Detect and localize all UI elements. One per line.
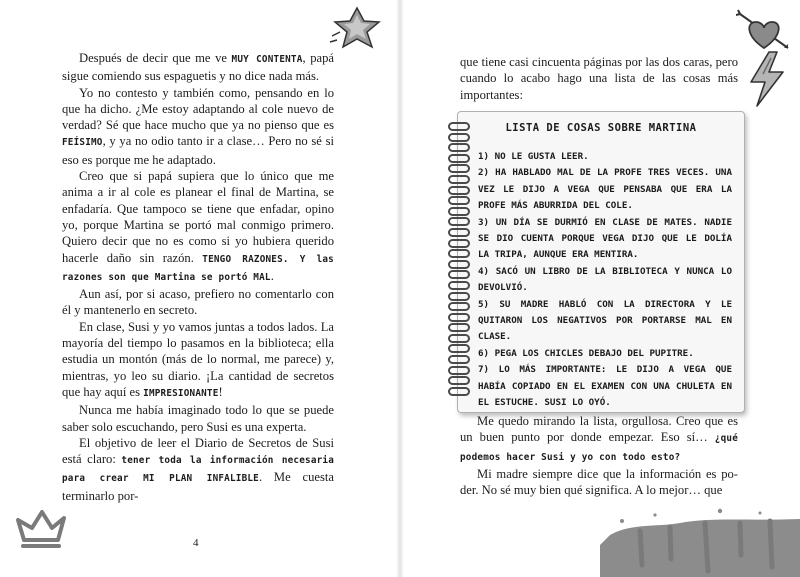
- spiral-ring: [446, 162, 472, 173]
- spiral-ring: [446, 342, 472, 353]
- text-run: El objetivo de leer el Diario de Secretos de Susi está claro:: [62, 435, 334, 467]
- right-page-text-top: [460, 54, 738, 103]
- spiral-ring: [446, 321, 472, 332]
- crown-icon: [12, 506, 68, 552]
- notebook-spiral: [446, 120, 472, 395]
- spiral-ring: [446, 385, 472, 396]
- text-run: Creo que si papá supiera que lo único que me anima a ir al cole es planear el final de Martina, se enfadaría. Que tampoco se tiene que enfadar, opino yo, porque Martina se portó mal conmigo primero. Quiero decir que no es como si yo hubiera querido hacerle daño sin razón.: [62, 169, 334, 265]
- text-run: Aun así, por si acaso, prefiero no comentarlo con él y mantenerlo en secreto.: [62, 287, 334, 318]
- notebook-list: [457, 111, 745, 413]
- list-item: 5) SU MADRE HABLÓ CON LA DIRECTORA Y LE QUITARON LOS NEGATIVOS POR PORTARSE MAL EN CLASE.: [478, 298, 732, 343]
- text-run: Yo no contesto y también como, pensando en lo que ha dicho. ¿Me estoy adaptando al cole nuevo de verdad? Sé que hace mucho que ya no pienso que es: [62, 85, 334, 133]
- paragraph: [62, 286, 334, 319]
- spiral-ring: [446, 300, 472, 311]
- text-run: . Me cuesta terminarlo por-: [62, 470, 334, 503]
- spiral-ring: [446, 247, 472, 258]
- text-run: Después de decir que me ve: [79, 51, 232, 65]
- spiral-ring: [446, 184, 472, 195]
- spiral-ring: [446, 173, 472, 184]
- heart-arrow-icon: [736, 8, 792, 54]
- paragraph: [460, 466, 738, 499]
- list-item: 7) LO MÁS IMPORTANTE: LE DIJO A VEGA QUE HABÍA COPIADO EN EL EXAMEN CON UNA CHULETA EN EL ESTUCHE. SUSI LO OYÓ.: [478, 364, 732, 409]
- spiral-ring: [446, 332, 472, 343]
- spiral-ring: [446, 279, 472, 290]
- right-page-text-bottom: [460, 413, 738, 498]
- spiral-ring: [446, 364, 472, 375]
- paragraph: [460, 54, 738, 103]
- list-item: 3) UN DÍA SE DURMIÓ EN CLASE DE MATES. NADIE SE DIO CUENTA PORQUE VEGA DIJO QUE LE DOLÍA LA TRIPA, AUNQUE ERA MENTIRA.: [478, 216, 732, 261]
- spiral-ring: [446, 215, 472, 226]
- list-item: 4) SACÓ UN LIBRO DE LA BIBLIOTECA Y NUNCA LO DEVOLVIÓ.: [478, 265, 732, 294]
- paragraph: [62, 402, 334, 435]
- list-item: 2) HA HABLADO MAL DE LA PROFE TRES VECES. UNA VEZ LE DIJO A VEGA QUE PENSABA QUE ERA LA PROFE MÁS ABURRIDA DEL COLE.: [478, 167, 732, 212]
- paragraph: [62, 435, 334, 504]
- paragraph: [62, 319, 334, 402]
- spiral-ring: [446, 311, 472, 322]
- handwritten-text: tener toda la información necesaria para crear MI PLAN INFALIBLE: [62, 455, 335, 485]
- spiral-ring: [446, 152, 472, 163]
- page-number: 4: [193, 537, 199, 549]
- spiral-ring: [446, 237, 472, 248]
- text-run: Me quedo mirando la lista, orgullosa. Creo que es un buen punto por donde empezar. Eso sí…: [460, 414, 738, 445]
- text-run: !: [218, 384, 223, 399]
- text-run: Nunca me había imaginado todo lo que se puede saber solo escuchando, pero Susi es una experta.: [62, 403, 334, 434]
- left-page-text: [62, 50, 334, 504]
- paragraph: [62, 85, 334, 168]
- text-run: , papá sigue comiendo sus espaguetis y no dice nada más.: [62, 51, 334, 84]
- star-icon: [326, 6, 388, 50]
- paragraph: [62, 168, 334, 286]
- right-page: [400, 0, 800, 577]
- spiral-ring: [446, 268, 472, 279]
- text-run: , y ya no odio tanto ir a clase… Pero no sé si eso es porque me he adaptado.: [62, 134, 334, 167]
- lightning-icon: [745, 50, 789, 108]
- text-run: .: [270, 268, 274, 283]
- spiral-ring: [446, 258, 472, 269]
- handwritten-text: IMPRESIONANTE: [143, 387, 219, 399]
- handwritten-text: MUY CONTENTA: [231, 54, 303, 65]
- handwritten-text: ¿qué podemos hacer Susi y yo con todo esto?: [460, 433, 738, 463]
- text-run: En clase, Susi y yo vamos juntas a todos lados. La mayoría del tiempo lo pasamos en la biblioteca; ella estudia un montón (más de lo normal, me parece) y, mientras, yo leo su diario. ¡La cantidad de secretos que hay aquí es: [62, 319, 334, 399]
- paragraph: [460, 413, 738, 466]
- list-item: 6) PEGA LOS CHICLES DEBAJO DEL PUPITRE.: [478, 347, 694, 359]
- text-run: que tiene casi cincuenta páginas por las dos caras, pero cuando lo acabo hago una lista de las cosas más importantes:: [460, 55, 738, 102]
- handwritten-text: TENGO RAZONES. Y las razones son que Martina se portó MAL: [62, 253, 334, 283]
- notebook-items: [478, 149, 732, 412]
- spiral-ring: [446, 141, 472, 152]
- spiral-ring: [446, 290, 472, 301]
- notebook-title: LISTA DE COSAS SOBRE MARTINA: [505, 122, 697, 134]
- spiral-ring: [446, 205, 472, 216]
- spiral-ring: [446, 374, 472, 385]
- paint-splatter: [600, 505, 800, 577]
- paragraph: [62, 50, 334, 85]
- handwritten-text: FEÍSIMO: [62, 137, 103, 149]
- spiral-ring: [446, 194, 472, 205]
- spiral-ring: [446, 353, 472, 364]
- text-run: Mi madre siempre dice que la información es poder. No sé muy bien qué significa. A lo mejor… que: [460, 466, 738, 498]
- list-item: 1) NO LE GUSTA LEER.: [478, 151, 589, 162]
- spiral-ring: [446, 226, 472, 237]
